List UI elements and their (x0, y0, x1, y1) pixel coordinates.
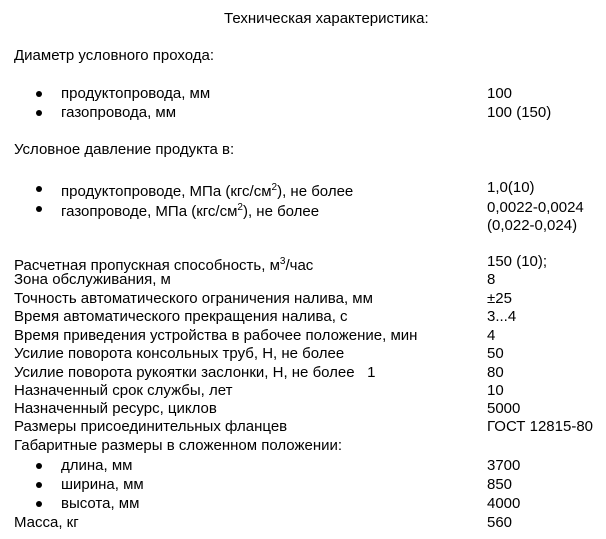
document-title: Техническая характеристика: (224, 10, 429, 27)
spec-value: 3700 (487, 457, 521, 474)
spec-value: 100 (487, 85, 513, 102)
spec-label: Назначенный срок службы, лет (14, 382, 233, 399)
spec-label (61, 199, 319, 221)
spec-value: 5000 (487, 400, 521, 417)
spec-value: ±25 (487, 290, 512, 307)
spec-value: 0,0022-0,0024 (487, 199, 584, 216)
spec-value-secondary: (0,022-0,024) (487, 217, 578, 234)
spec-label: Время приведения устройства в рабочее положение, мин (14, 327, 418, 344)
superscript: 3 (279, 256, 286, 267)
spec-label-text: ), не более (277, 183, 354, 200)
spec-label: Усилие поворота консольных труб, Н, не более (14, 345, 345, 362)
spec-label-text: продуктопроводе, МПа (кгс/см (61, 183, 272, 200)
superscript: 2 (271, 182, 278, 193)
spec-value: 150 (10); (487, 253, 548, 270)
spec-label (61, 179, 353, 201)
spec-label: высота, мм (61, 495, 140, 512)
section-heading-dimensions: Габаритные размеры в сложенном положении: (14, 437, 343, 454)
spec-value: 10 (487, 382, 504, 399)
spec-value: 4 (487, 327, 496, 344)
spec-label-text: /час (285, 257, 314, 274)
spec-label: продуктопровода, мм (61, 85, 211, 102)
spec-label-text: ), не более (242, 203, 320, 220)
spec-value: 4000 (487, 495, 521, 512)
spec-label: длина, мм (61, 457, 133, 474)
spec-label: Время автоматического прекращения налива, с (14, 308, 348, 325)
spec-label-text: газопроводе, МПа (кгс/см (61, 203, 238, 220)
spec-value: 1,0(10) (487, 179, 535, 196)
bullet-icon (36, 206, 42, 212)
bullet-icon (36, 482, 42, 488)
bullet-icon (36, 110, 42, 116)
spec-label: Размеры присоединительных фланцев (14, 418, 288, 435)
spec-label: газопровода, мм (61, 104, 177, 121)
spec-label: Точность автоматического ограничения налива, мм (14, 290, 373, 307)
bullet-icon (36, 186, 42, 192)
spec-value: 560 (487, 514, 513, 531)
spec-value: 50 (487, 345, 504, 362)
bullet-icon (36, 463, 42, 469)
bullet-icon (36, 501, 42, 507)
spec-label: Масса, кг (14, 514, 79, 531)
bullet-icon (36, 91, 42, 97)
spec-label: Назначенный ресурс, циклов (14, 400, 217, 417)
spec-value: ГОСТ 12815-80 (487, 418, 594, 435)
section-heading-nominal-diameter: Диаметр условного прохода: (14, 47, 215, 64)
superscript: 2 (237, 202, 243, 213)
spec-value: 8 (487, 271, 496, 288)
spec-value: 3...4 (487, 308, 517, 325)
spec-label: Усилие поворота рукоятки заслонки, Н, не более 1 (14, 364, 376, 381)
spec-value: 100 (150) (487, 104, 552, 121)
spec-value: 850 (487, 476, 513, 493)
spec-value: 80 (487, 364, 504, 381)
spec-label: ширина, мм (61, 476, 144, 493)
section-heading-nominal-pressure: Условное давление продукта в: (14, 141, 235, 158)
spec-label-text: Расчетная пропускная способность, м (14, 257, 280, 274)
spec-label: Зона обслуживания, м (14, 271, 171, 288)
